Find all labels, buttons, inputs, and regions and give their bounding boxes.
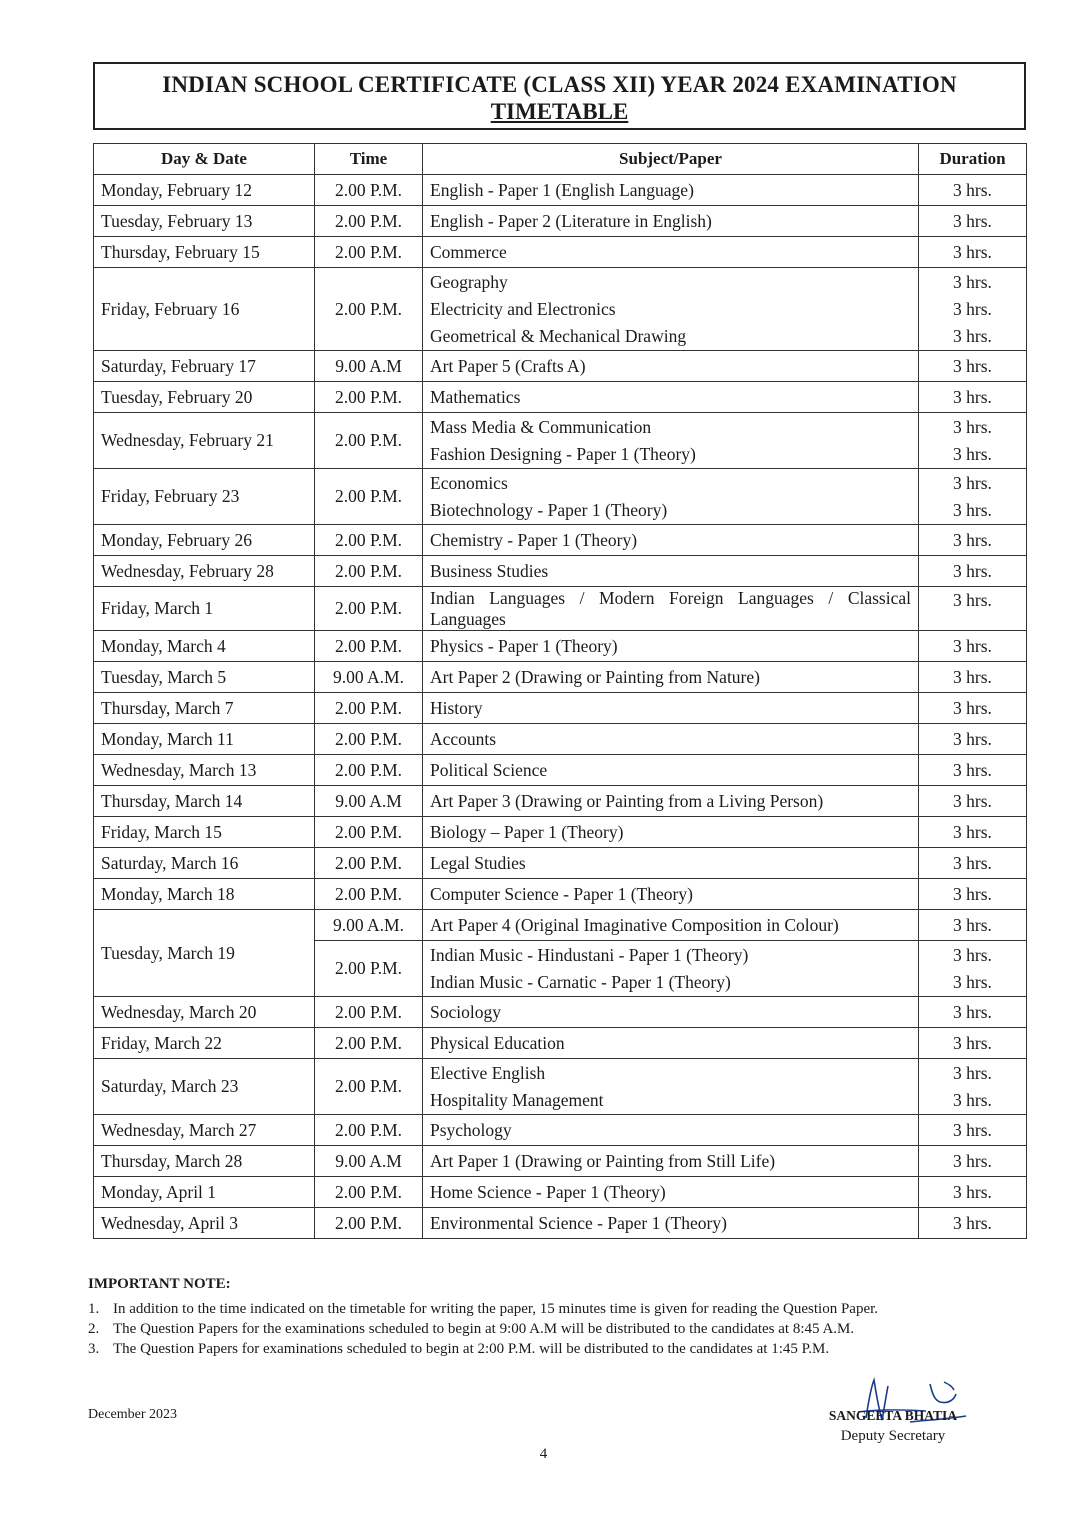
exam-durations — [919, 556, 1027, 587]
exam-date: Saturday, February 17 — [94, 351, 315, 382]
note-text: The Question Papers for examinations scheduled to begin at 2:00 P.M. will be distributed to the candidates at 1:45 P.M. — [113, 1341, 830, 1357]
exam-durations — [919, 237, 1027, 268]
note-item — [88, 1299, 1028, 1319]
column-header-date: Day & Date — [94, 144, 315, 175]
subject-name: English - Paper 1 (English Language) — [430, 179, 694, 200]
subject-name: Biology – Paper 1 (Theory) — [430, 821, 624, 842]
duration-value: 3 hrs. — [953, 271, 992, 292]
exam-date: Friday, March 1 — [94, 587, 315, 631]
table-row — [94, 755, 1027, 786]
exam-time: 2.00 P.M. — [315, 755, 423, 786]
exam-time: 9.00 A.M — [315, 786, 423, 817]
table-row — [94, 587, 1027, 631]
table-row — [94, 1208, 1027, 1239]
table-row — [94, 413, 1027, 469]
exam-subjects — [423, 1146, 919, 1177]
exam-subjects — [423, 693, 919, 724]
subject-name: Sociology — [430, 1001, 501, 1022]
exam-subjects — [423, 1028, 919, 1059]
exam-date: Tuesday, March 19 — [94, 910, 315, 997]
subject-name: Indian Languages / Modern Foreign Languages / Classical Languages — [430, 587, 911, 629]
exam-time: 2.00 P.M. — [315, 1028, 423, 1059]
duration-value: 3 hrs. — [953, 529, 992, 550]
subject-name: Art Paper 5 (Crafts A) — [430, 355, 586, 376]
exam-time: 2.00 P.M. — [315, 848, 423, 879]
exam-time: 2.00 P.M. — [315, 941, 423, 997]
exam-time: 2.00 P.M. — [315, 1208, 423, 1239]
exam-date: Friday, March 15 — [94, 817, 315, 848]
exam-durations — [919, 351, 1027, 382]
subject-name: Business Studies — [430, 560, 549, 581]
table-row — [94, 175, 1027, 206]
page-number: 4 — [539, 1446, 548, 1462]
exam-subjects — [423, 469, 919, 525]
subject-name: Mass Media & Communication — [430, 416, 652, 437]
exam-durations — [919, 910, 1027, 941]
exam-date: Friday, February 16 — [94, 268, 315, 351]
exam-time: 2.00 P.M. — [315, 469, 423, 525]
exam-subjects — [423, 1115, 919, 1146]
subject-name: Psychology — [430, 1119, 512, 1140]
note-number: 3. — [88, 1341, 100, 1357]
note-text: The Question Papers for the examinations scheduled to begin at 9:00 A.M will be distributed to the candidates at 8:45 A.M. — [113, 1321, 855, 1337]
exam-durations — [919, 413, 1027, 469]
table-row — [94, 879, 1027, 910]
exam-subjects — [423, 879, 919, 910]
table-row — [94, 525, 1027, 556]
exam-date: Monday, March 11 — [94, 724, 315, 755]
exam-durations — [919, 755, 1027, 786]
subject-name: Physical Education — [430, 1032, 565, 1053]
important-notes — [88, 1276, 1028, 1359]
subject-name: Hospitality Management — [430, 1089, 604, 1110]
exam-date: Thursday, February 15 — [94, 237, 315, 268]
exam-durations — [919, 1028, 1027, 1059]
document-subtitle: TIMETABLE — [490, 99, 629, 124]
duration-value: 3 hrs. — [953, 499, 992, 520]
subject-name: Accounts — [430, 728, 497, 749]
subject-name: History — [430, 697, 483, 718]
exam-time: 2.00 P.M. — [315, 631, 423, 662]
subject-name: Physics - Paper 1 (Theory) — [430, 635, 618, 656]
duration-value: 3 hrs. — [953, 790, 992, 811]
exam-subjects — [423, 175, 919, 206]
table-row — [94, 1059, 1027, 1115]
table-row — [94, 848, 1027, 879]
duration-value: 3 hrs. — [953, 386, 992, 407]
exam-durations — [919, 268, 1027, 351]
subject-name: Home Science - Paper 1 (Theory) — [430, 1181, 666, 1202]
table-row — [94, 206, 1027, 237]
duration-value: 3 hrs. — [953, 697, 992, 718]
table-row — [94, 910, 1027, 941]
duration-value: 3 hrs. — [953, 944, 992, 965]
exam-time: 2.00 P.M. — [315, 175, 423, 206]
exam-date: Monday, February 26 — [94, 525, 315, 556]
table-row — [94, 786, 1027, 817]
exam-durations — [919, 1208, 1027, 1239]
table-row — [94, 1115, 1027, 1146]
exam-subjects — [423, 413, 919, 469]
exam-subjects — [423, 351, 919, 382]
table-row — [94, 724, 1027, 755]
exam-time: 2.00 P.M. — [315, 525, 423, 556]
exam-subjects — [423, 525, 919, 556]
exam-time: 9.00 A.M. — [315, 662, 423, 693]
exam-time: 2.00 P.M. — [315, 817, 423, 848]
subject-name: Electricity and Electronics — [430, 298, 616, 319]
subject-name: Indian Music - Hindustani - Paper 1 (Theory) — [430, 944, 749, 965]
table-row — [94, 997, 1027, 1028]
exam-durations — [919, 662, 1027, 693]
exam-date: Saturday, March 23 — [94, 1059, 315, 1115]
exam-time: 9.00 A.M. — [315, 910, 423, 941]
title-box — [93, 62, 1026, 130]
exam-date: Friday, February 23 — [94, 469, 315, 525]
exam-subjects — [423, 237, 919, 268]
duration-value: 3 hrs. — [953, 241, 992, 262]
duration-value: 3 hrs. — [953, 1150, 992, 1171]
duration-value: 3 hrs. — [953, 821, 992, 842]
duration-value: 3 hrs. — [953, 210, 992, 231]
exam-date: Wednesday, February 28 — [94, 556, 315, 587]
duration-value: 3 hrs. — [953, 666, 992, 687]
table-row — [94, 382, 1027, 413]
table-row — [94, 268, 1027, 351]
duration-value: 3 hrs. — [953, 759, 992, 780]
subject-name: Geography — [430, 271, 508, 292]
exam-time: 2.00 P.M. — [315, 879, 423, 910]
duration-value: 3 hrs. — [953, 325, 992, 346]
exam-date: Monday, March 4 — [94, 631, 315, 662]
duration-value: 3 hrs. — [953, 1181, 992, 1202]
exam-time: 2.00 P.M. — [315, 587, 423, 631]
subject-name: English - Paper 2 (Literature in English) — [430, 210, 712, 231]
exam-subjects — [423, 910, 919, 941]
exam-time: 2.00 P.M. — [315, 237, 423, 268]
subject-name: Mathematics — [430, 386, 521, 407]
table-row — [94, 469, 1027, 525]
exam-subjects — [423, 382, 919, 413]
table-row — [94, 817, 1027, 848]
exam-date: Monday, March 18 — [94, 879, 315, 910]
exam-date: Tuesday, March 5 — [94, 662, 315, 693]
subject-name: Chemistry - Paper 1 (Theory) — [430, 529, 638, 550]
table-row — [94, 662, 1027, 693]
notes-title: IMPORTANT NOTE: — [88, 1276, 231, 1292]
exam-durations — [919, 848, 1027, 879]
duration-value: 3 hrs. — [953, 179, 992, 200]
duration-value: 3 hrs. — [953, 1001, 992, 1022]
subject-name: Art Paper 3 (Drawing or Painting from a Living Person) — [430, 790, 824, 811]
duration-value: 3 hrs. — [953, 416, 992, 437]
exam-durations — [919, 525, 1027, 556]
exam-subjects — [423, 997, 919, 1028]
table-row — [94, 693, 1027, 724]
exam-time: 2.00 P.M. — [315, 382, 423, 413]
exam-durations — [919, 587, 1027, 631]
exam-date: Thursday, March 14 — [94, 786, 315, 817]
duration-value: 3 hrs. — [953, 590, 992, 610]
exam-date: Wednesday, February 21 — [94, 413, 315, 469]
exam-time: 9.00 A.M — [315, 351, 423, 382]
exam-subjects — [423, 755, 919, 786]
exam-durations — [919, 724, 1027, 755]
duration-value: 3 hrs. — [953, 355, 992, 376]
table-row — [94, 351, 1027, 382]
table-row — [94, 1028, 1027, 1059]
duration-value: 3 hrs. — [953, 635, 992, 656]
exam-subjects — [423, 662, 919, 693]
duration-value: 3 hrs. — [953, 443, 992, 464]
exam-date: Wednesday, March 27 — [94, 1115, 315, 1146]
timetable — [93, 143, 1027, 1239]
exam-durations — [919, 206, 1027, 237]
exam-durations — [919, 175, 1027, 206]
column-header-time: Time — [315, 144, 423, 175]
subject-name: Fashion Designing - Paper 1 (Theory) — [430, 443, 696, 464]
subject-name: Art Paper 4 (Original Imaginative Composition in Colour) — [430, 914, 839, 935]
subject-name: Art Paper 1 (Drawing or Painting from Still Life) — [430, 1150, 776, 1171]
subject-name: Computer Science - Paper 1 (Theory) — [430, 883, 693, 904]
exam-date: Monday, February 12 — [94, 175, 315, 206]
exam-subjects — [423, 206, 919, 237]
exam-time: 2.00 P.M. — [315, 1115, 423, 1146]
exam-time: 2.00 P.M. — [315, 724, 423, 755]
table-row — [94, 237, 1027, 268]
duration-value: 3 hrs. — [953, 914, 992, 935]
exam-subjects — [423, 1177, 919, 1208]
exam-date: Wednesday, April 3 — [94, 1208, 315, 1239]
exam-date: Tuesday, February 13 — [94, 206, 315, 237]
note-item — [88, 1319, 1028, 1339]
table-header-row — [94, 144, 1027, 175]
signatory-title: Deputy Secretary — [840, 1428, 946, 1444]
duration-value: 3 hrs. — [953, 472, 992, 493]
subject-name: Political Science — [430, 759, 548, 780]
exam-date: Saturday, March 16 — [94, 848, 315, 879]
subject-name: Legal Studies — [430, 852, 526, 873]
subject-name: Economics — [430, 472, 508, 493]
note-number: 1. — [88, 1301, 100, 1317]
exam-durations — [919, 817, 1027, 848]
signatory-name: SANGEETA BHATIA — [828, 1408, 958, 1423]
exam-durations — [919, 786, 1027, 817]
exam-time: 9.00 A.M — [315, 1146, 423, 1177]
table-row — [94, 1146, 1027, 1177]
subject-name: Art Paper 2 (Drawing or Painting from Nature) — [430, 666, 760, 687]
exam-durations — [919, 879, 1027, 910]
exam-date: Wednesday, March 20 — [94, 997, 315, 1028]
exam-date: Friday, March 22 — [94, 1028, 315, 1059]
exam-subjects — [423, 268, 919, 351]
exam-subjects — [423, 724, 919, 755]
exam-subjects — [423, 1059, 919, 1115]
exam-date: Monday, April 1 — [94, 1177, 315, 1208]
issue-date: December 2023 — [88, 1407, 178, 1422]
exam-time: 2.00 P.M. — [315, 997, 423, 1028]
table-row — [94, 1177, 1027, 1208]
exam-durations — [919, 1146, 1027, 1177]
exam-date: Thursday, March 28 — [94, 1146, 315, 1177]
duration-value: 3 hrs. — [953, 1119, 992, 1140]
table-row — [94, 631, 1027, 662]
note-item — [88, 1339, 1028, 1359]
column-header-subject: Subject/Paper — [423, 144, 919, 175]
note-text: In addition to the time indicated on the timetable for writing the paper, 15 minutes time is given for reading the Question Paper. — [113, 1301, 879, 1317]
exam-durations — [919, 631, 1027, 662]
duration-value: 3 hrs. — [953, 852, 992, 873]
exam-subjects — [423, 941, 919, 997]
subject-name: Geometrical & Mechanical Drawing — [430, 325, 687, 346]
exam-durations — [919, 1177, 1027, 1208]
subject-name: Biotechnology - Paper 1 (Theory) — [430, 499, 668, 520]
duration-value: 3 hrs. — [953, 728, 992, 749]
duration-value: 3 hrs. — [953, 1212, 992, 1233]
exam-durations — [919, 469, 1027, 525]
duration-value: 3 hrs. — [953, 1062, 992, 1083]
exam-time: 2.00 P.M. — [315, 556, 423, 587]
exam-subjects — [423, 848, 919, 879]
exam-subjects — [423, 556, 919, 587]
exam-subjects — [423, 1208, 919, 1239]
exam-date: Tuesday, February 20 — [94, 382, 315, 413]
duration-value: 3 hrs. — [953, 883, 992, 904]
exam-time: 2.00 P.M. — [315, 268, 423, 351]
duration-value: 3 hrs. — [953, 1032, 992, 1053]
exam-subjects — [423, 631, 919, 662]
exam-date: Thursday, March 7 — [94, 693, 315, 724]
exam-date: Wednesday, March 13 — [94, 755, 315, 786]
duration-value: 3 hrs. — [953, 1089, 992, 1110]
note-number: 2. — [88, 1321, 100, 1337]
exam-subjects — [423, 587, 919, 631]
exam-durations — [919, 1115, 1027, 1146]
duration-value: 3 hrs. — [953, 560, 992, 581]
exam-time: 2.00 P.M. — [315, 1059, 423, 1115]
document-title: INDIAN SCHOOL CERTIFICATE (CLASS XII) YEAR 2024 EXAMINATION — [162, 72, 957, 97]
exam-durations — [919, 997, 1027, 1028]
exam-durations — [919, 1059, 1027, 1115]
subject-name: Elective English — [430, 1062, 546, 1083]
exam-time: 2.00 P.M. — [315, 206, 423, 237]
table-row — [94, 556, 1027, 587]
exam-durations — [919, 941, 1027, 997]
exam-subjects — [423, 786, 919, 817]
exam-time: 2.00 P.M. — [315, 1177, 423, 1208]
duration-value: 3 hrs. — [953, 298, 992, 319]
subject-name: Environmental Science - Paper 1 (Theory) — [430, 1212, 727, 1233]
column-header-duration: Duration — [919, 144, 1027, 175]
exam-time: 2.00 P.M. — [315, 693, 423, 724]
duration-value: 3 hrs. — [953, 971, 992, 992]
subject-name: Indian Music - Carnatic - Paper 1 (Theory) — [430, 971, 731, 992]
exam-durations — [919, 693, 1027, 724]
exam-durations — [919, 382, 1027, 413]
timetable-body — [94, 175, 1027, 1239]
exam-time: 2.00 P.M. — [315, 413, 423, 469]
subject-name: Commerce — [430, 241, 507, 262]
exam-subjects — [423, 817, 919, 848]
